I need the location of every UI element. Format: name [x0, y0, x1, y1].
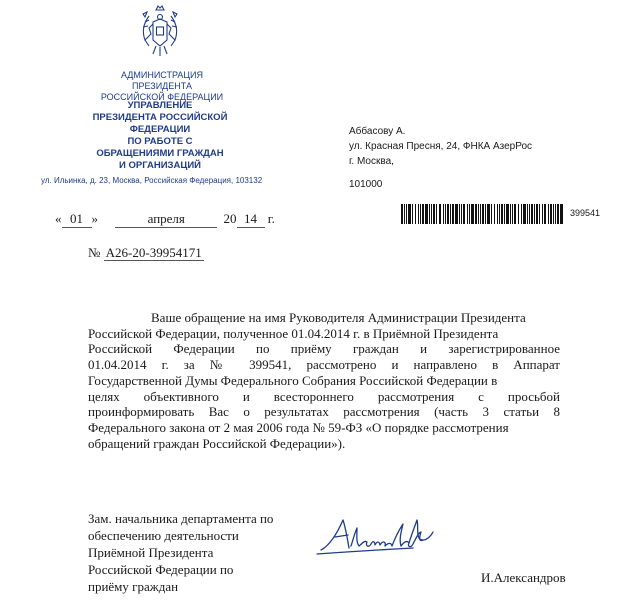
- reference-symbol: №: [88, 245, 101, 260]
- barcode-bar: [429, 204, 430, 224]
- barcode-bar: [425, 204, 428, 224]
- barcode-bar: [461, 204, 462, 224]
- barcode-bar: [450, 204, 451, 224]
- barcode-bar: [536, 204, 538, 224]
- body-line: Государственной Думы Федерального Собрания Российской Федерации в: [88, 372, 498, 388]
- barcode-bar: [475, 204, 477, 224]
- barcode-bar: [401, 204, 403, 224]
- letter-body: [88, 310, 560, 451]
- date-open-quote: «: [55, 211, 62, 226]
- body-line: обращений граждан Российской Федерации»).: [88, 435, 346, 451]
- signer-title-line: Приёмной Президента: [88, 545, 214, 560]
- signer-title-line: приёму граждан: [88, 579, 179, 594]
- barcode-bar: [455, 204, 458, 224]
- barcode-bar: [544, 204, 547, 224]
- signer-title-line: Зам. начальника департамента по: [88, 511, 274, 526]
- barcode-bar: [504, 204, 505, 224]
- barcode-bar: [433, 204, 435, 224]
- barcode-bar: [467, 204, 468, 224]
- barcode-bar: [422, 204, 424, 224]
- barcode-bar: [553, 204, 554, 224]
- body-line: Российской Федерации по приёму граждан и зарегистрированное: [88, 341, 560, 357]
- barcode-bar: [499, 204, 500, 224]
- barcode-bar: [550, 204, 552, 224]
- body-line: Федерального закона от 2 мая 2006 года № 59-ФЗ «О порядке рассмотрения: [88, 419, 509, 435]
- date-day: 01: [62, 211, 92, 228]
- barcode-bar: [518, 204, 520, 224]
- recipient-block: [349, 124, 532, 192]
- department-line: И ОРГАНИЗАЦИЙ: [119, 160, 201, 171]
- body-line: Российской Федерации, полученное 01.04.2014 г. в Приёмной Президента: [88, 325, 499, 341]
- barcode-bar: [555, 204, 556, 224]
- barcode-bar: [497, 204, 498, 224]
- barcode-bar: [406, 204, 407, 224]
- date-month: апреля: [115, 211, 217, 228]
- barcode-bar: [459, 204, 460, 224]
- recipient-name: Аббасову А.: [349, 126, 406, 137]
- signer-title-line: обеспечению деятельности: [88, 528, 239, 543]
- reference-value: А26-20-39954171: [105, 245, 202, 260]
- barcode-bar: [420, 204, 421, 224]
- barcode-bar: [415, 204, 417, 224]
- recipient-city: г. Москва,: [349, 156, 394, 167]
- barcode-bar: [482, 204, 484, 224]
- barcode-bar: [542, 204, 543, 224]
- barcode-bar: [469, 204, 470, 224]
- barcode-bar: [471, 204, 474, 224]
- administration-line: АДМИНИСТРАЦИЯ ПРЕЗИДЕНТА: [120, 70, 204, 91]
- barcode-bar: [534, 204, 535, 224]
- body-line: 01.04.2014 г. за № 399541, рассмотрено и направлено в Аппарат: [88, 357, 560, 373]
- body-line: проинформировать Вас о результатах рассмотрения (часть 3 статьи 8: [88, 404, 560, 420]
- barcode-bar: [436, 204, 437, 224]
- signer-title-line: Российской Федерации по: [88, 562, 234, 577]
- recipient-street: ул. Красная Пресня, 24, ФНКА АзерРос: [349, 141, 533, 152]
- barcode-bar: [529, 204, 530, 224]
- barcode-bar: [447, 204, 449, 224]
- barcode-bar: [408, 204, 411, 224]
- barcode-bar: [463, 204, 465, 224]
- barcode: [401, 204, 564, 224]
- department-line: ПО РАБОТЕ С ОБРАЩЕНИЯМИ ГРАЖДАН: [96, 136, 224, 159]
- date-close-quote: »: [91, 211, 98, 226]
- russian-coat-of-arms-icon: [139, 4, 181, 58]
- barcode-bar: [485, 204, 486, 224]
- letter-date: [55, 211, 275, 228]
- barcode-bar: [523, 204, 526, 224]
- body-line: целях объективного и всестороннего рассмотрения с просьбой: [88, 388, 560, 404]
- barcode-bar: [510, 204, 511, 224]
- administration-heading: [92, 70, 232, 103]
- barcode-bar: [431, 204, 432, 224]
- barcode-bar: [478, 204, 479, 224]
- barcode-bar: [452, 204, 454, 224]
- administration-line: РОССИЙСКОЙ ФЕДЕРАЦИИ: [100, 92, 224, 102]
- department-line: УПРАВЛЕНИЕ: [127, 100, 193, 111]
- barcode-bar: [548, 204, 549, 224]
- barcode-bar: [480, 204, 481, 224]
- barcode-bar: [487, 204, 490, 224]
- barcode-bar: [514, 204, 516, 224]
- barcode-bar: [512, 204, 513, 224]
- barcode-bar: [539, 204, 540, 224]
- barcode-bar: [439, 204, 442, 224]
- barcode-bar: [506, 204, 509, 224]
- department-heading: [88, 100, 232, 172]
- body-line: Ваше обращение на имя Руководителя Администрации Президента: [151, 310, 526, 325]
- barcode-bar: [531, 204, 533, 224]
- letterhead-address: ул. Ильинка, д. 23, Москва, Российская Федерация, 103132: [41, 176, 263, 185]
- department-line: ПРЕЗИДЕНТА РОССИЙСКОЙ ФЕДЕРАЦИИ: [92, 112, 228, 135]
- barcode-bar: [445, 204, 446, 224]
- barcode-bar: [404, 204, 405, 224]
- barcode-bar: [418, 204, 419, 224]
- barcode-bar: [557, 204, 559, 224]
- handwritten-signature: [315, 510, 440, 565]
- signer-name: И.Александров: [481, 570, 566, 585]
- barcode-bar: [412, 204, 413, 224]
- barcode-bar: [560, 204, 563, 224]
- barcode-bar: [521, 204, 522, 224]
- barcode-bar: [501, 204, 503, 224]
- barcode-number: 399541: [570, 208, 601, 218]
- barcode-bar: [527, 204, 528, 224]
- date-year-prefix: 20: [223, 211, 237, 226]
- date-year-suffix: 14: [237, 211, 265, 228]
- barcode-bar: [443, 204, 444, 224]
- barcode-bar: [494, 204, 496, 224]
- recipient-postcode: 101000: [349, 179, 383, 190]
- reference-number: [88, 245, 204, 261]
- signer-title: [88, 510, 318, 595]
- date-year-abbr: г.: [267, 211, 275, 226]
- barcode-bar: [491, 204, 492, 224]
